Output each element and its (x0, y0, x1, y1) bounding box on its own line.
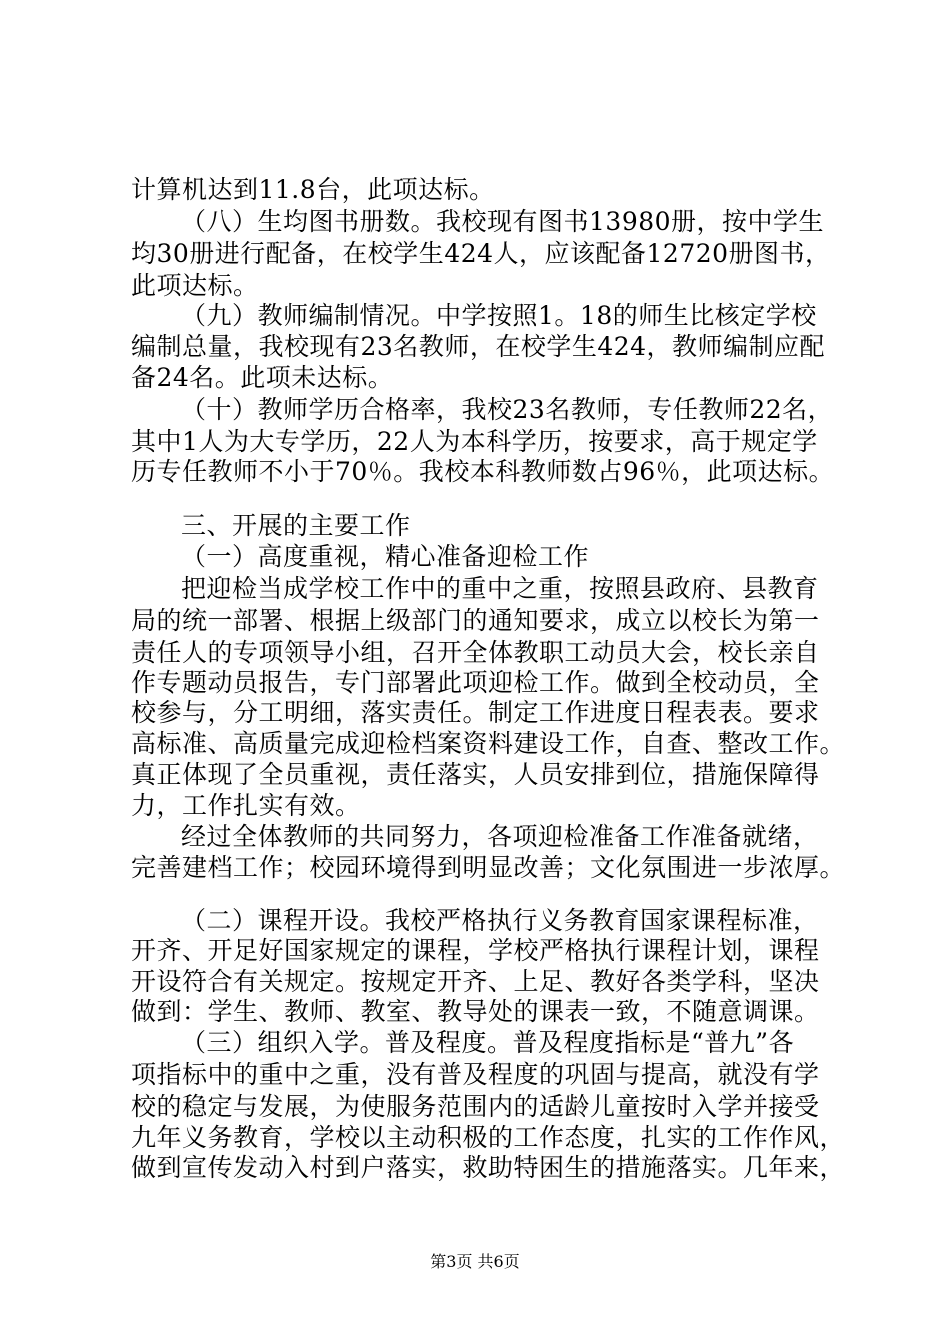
text-line: （二）课程开设。我校严格执行义务教育国家课程标准， (181, 906, 819, 935)
text-line: 力，工作扎实有效。 (131, 791, 361, 820)
section-heading: 三、开展的主要工作 (181, 511, 411, 540)
text-line: 编制总量，我校现有23名教师，在校学生424，教师编制应配 (131, 332, 826, 361)
text-line: 经过全体教师的共同努力，各项迎检准备工作准备就绪， (181, 822, 819, 851)
text-line: 项指标中的重中之重，没有普及程度的巩固与提高，就没有学 (131, 1060, 820, 1089)
text-line: 开设符合有关规定。按规定开齐、上足、教好各类学科，坚决 (131, 967, 820, 996)
text-line: （八）生均图书册数。我校现有图书13980册，按中学生 (181, 207, 825, 236)
text-line: 九年义务教育，学校以主动积极的工作态度，扎实的工作作风， (131, 1123, 846, 1152)
text-line: 责任人的专项领导小组，召开全体教职工动员大会，校长亲自 (131, 638, 820, 667)
text-line: （九）教师编制情况。中学按照1。18的师生比核定学校 (181, 301, 817, 330)
text-line: 做到宣传发动入村到户落实，救助特困生的措施落实。几年来， (131, 1153, 846, 1182)
text-line: 校的稳定与发展，为使服务范围内的适龄儿童按时入学并接受 (131, 1092, 820, 1121)
text-line: 计算机达到11.8台，此项达标。 (131, 175, 495, 204)
text-line: 做到：学生、教师、教室、教导处的课表一致，不随意调课。 (131, 997, 820, 1026)
text-line: 开齐、开足好国家规定的课程，学校严格执行课程计划，课程 (131, 936, 820, 965)
text-line: 高标准、高质量完成迎检档案资料建设工作，自查、整改工作。 (131, 729, 846, 758)
text-line: 完善建档工作；校园环境得到明显改善；文化氛围进一步浓厚。 (131, 853, 846, 882)
text-line: 其中1人为大专学历，22人为本科学历，按要求，高于规定学 (131, 427, 818, 456)
text-line: 局的统一部署、根据上级部门的通知要求，成立以校长为第一 (131, 606, 820, 635)
text-line: 均30册进行配备，在校学生424人，应该配备12720册图书， (131, 239, 831, 268)
text-line: 历专任教师不小于70％。我校本科教师数占96％，此项达标。 (131, 457, 835, 486)
text-line: （十）教师学历合格率，我校23名教师，专任教师22名， (181, 395, 834, 424)
page-footer: 第3页 共6页 (430, 1252, 520, 1271)
text-line: 校参与，分工明细，落实责任。制定工作进度日程表表。要求 (131, 698, 820, 727)
text-line: 真正体现了全员重视，责任落实，人员安排到位，措施保障得 (131, 760, 820, 789)
text-line: 备24名。此项未达标。 (131, 363, 394, 392)
text-line: 把迎检当成学校工作中的重中之重，按照县政府、县教育 (181, 574, 819, 603)
text-line: 此项达标。 (131, 271, 259, 300)
text-line: 作专题动员报告，专门部署此项迎检工作。做到全校动员，全 (131, 668, 820, 697)
text-line: （三）组织入学。普及程度。普及程度指标是“普九”各 (181, 1028, 795, 1057)
subsection-heading: （一）高度重视，精心准备迎检工作 (181, 542, 590, 571)
